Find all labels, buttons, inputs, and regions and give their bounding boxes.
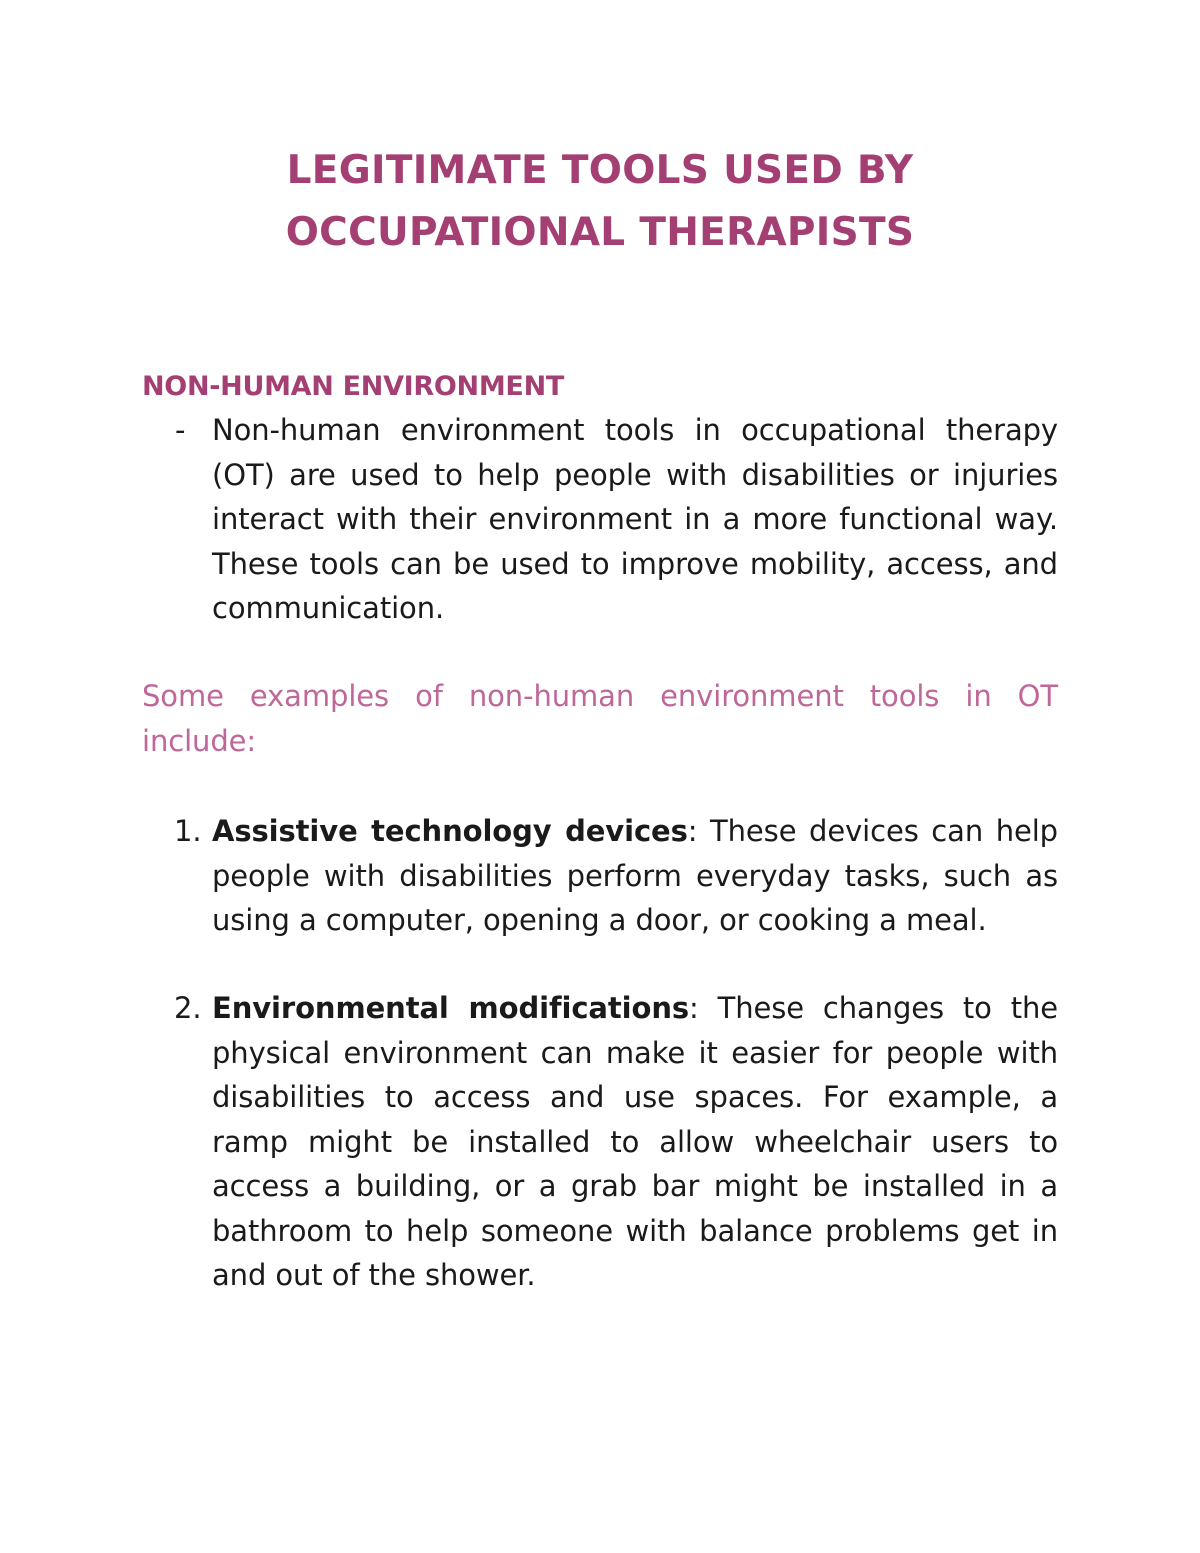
examples-intro: Some examples of non-human environment tools in OT include:: [142, 679, 1058, 758]
list-item: [142, 809, 1058, 943]
list-item-body: [212, 809, 1058, 943]
list-item-description: These devices can help people with disabilities perform everyday tasks, such as using a computer, opening a door, or cooking a meal.: [212, 814, 1058, 937]
section-heading: NON-HUMAN ENVIRONMENT: [142, 371, 564, 402]
document-title: [0, 140, 1200, 264]
bullet-marker: -: [175, 413, 186, 447]
list-item: [142, 986, 1058, 1298]
title-line-2: OCCUPATIONAL THERAPISTS: [285, 210, 915, 255]
bullet-item: [142, 408, 1058, 631]
list-item-body: [212, 986, 1058, 1298]
title-line-1: LEGITIMATE TOOLS USED BY: [286, 148, 914, 193]
bullet-text: Non-human environment tools in occupational therapy (OT) are used to help people with disabilities or injuries interact with their environment in a more functional way. These tools can be used to improve mobility, access, and communication.: [212, 413, 1058, 625]
list-item-separator: :: [689, 991, 699, 1025]
list-item-term: Assistive technology devices: [212, 814, 688, 848]
list-number: 2.: [174, 991, 202, 1025]
list-item-description: These changes to the physical environment can make it easier for people with disabilities to access and use spaces. For example, a ramp might be installed to allow wheelchair users to access a building, or a grab bar might be installed in a bathroom to help someone with balance problems get in and out of the shower.: [212, 991, 1059, 1292]
list-item-separator: :: [687, 814, 698, 848]
list-item-term: Environmental modifications: [212, 991, 690, 1025]
list-number: 1.: [174, 814, 202, 848]
